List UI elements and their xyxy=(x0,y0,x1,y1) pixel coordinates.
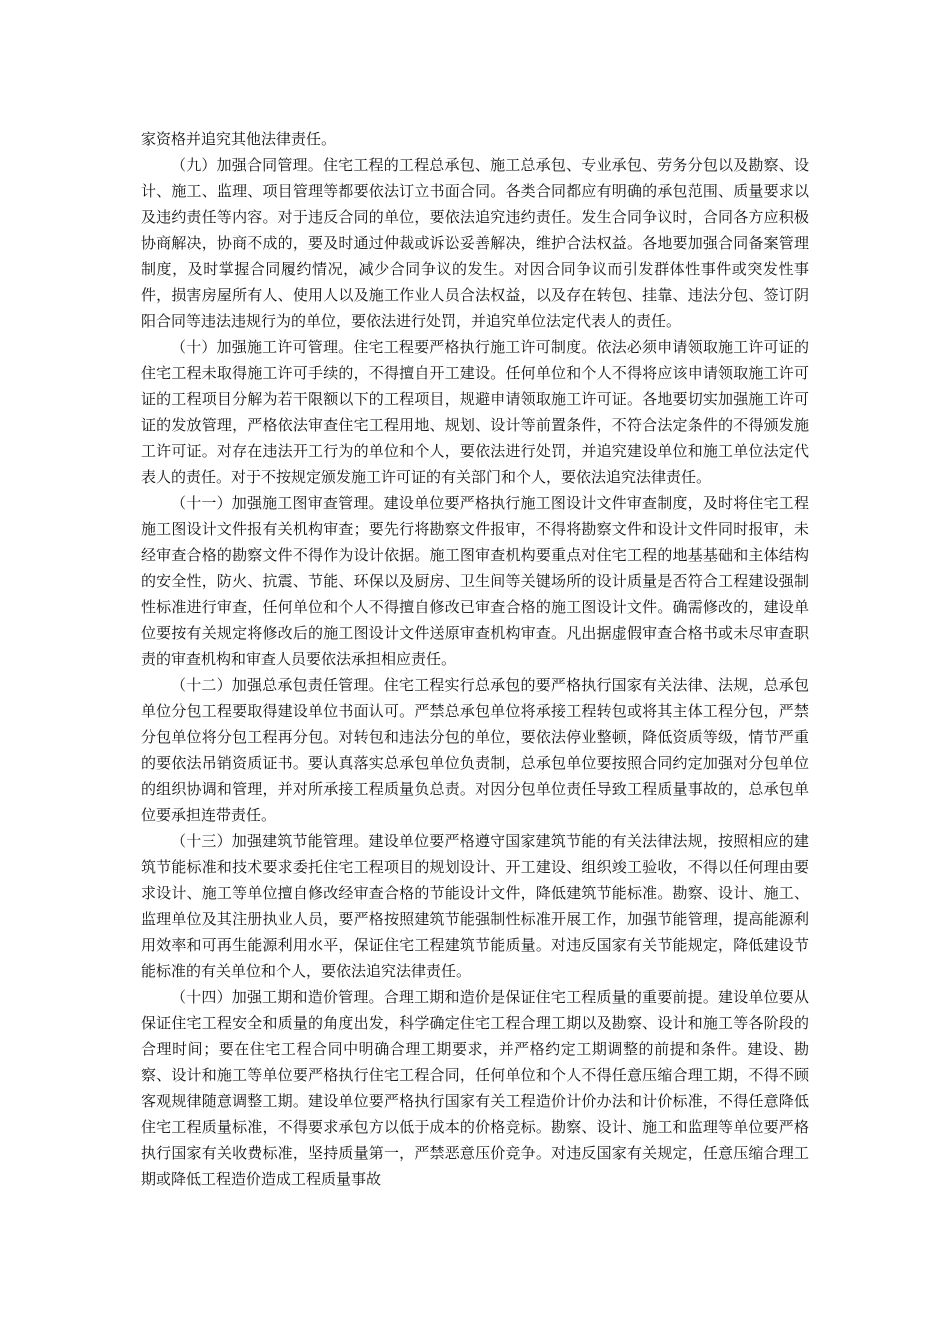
paragraph-drawing-review: （十一）加强施工图审查管理。建设单位要严格执行施工图设计文件审查制度，及时将住宅工程施工图设计文件报有关机构审查；要先行将勘察文件报审，不得将勘察文件和设计文件同时报审，未经审查合格的勘察文件不得作为设计依据。施工图审查机构要重点对住宅工程的地基基础和主体结构的安全性，防火、抗震、节能、环保以及厨房、卫生间等关键场所的设计质量是否符合工程建设强制性标准进行审查，任何单位和个人不得擅自修改已审查合格的施工图设计文件。确需修改的，建设单位要按有关规定将修改后的施工图设计文件送原审查机构审查。凡出据虚假审查合格书或未尽审查职责的审查机构和审查人员要依法承担相应责任。 xyxy=(141,494,809,668)
document-body xyxy=(141,126,809,1192)
paragraph-building-energy: （十三）加强建筑节能管理。建设单位要严格遵守国家建筑节能的有关法律法规，按照相应的建筑节能标准和技术要求委托住宅工程项目的规划设计、开工建设、组织竣工验收，不得以任何理由要求设计、施工等单位擅自修改经审查合格的节能设计文件，降低建筑节能标准。勘察、设计、施工、监理单位及其注册执业人员，要严格按照建筑节能强制性标准开展工作，加强节能管理，提高能源利用效率和可再生能源利用水平，保证住宅工程建筑节能质量。对违反国家有关节能规定，降低建设节能标准的有关单位和个人，要依法追究法律责任。 xyxy=(141,832,809,980)
paragraph-continuation: 家资格并追究其他法律责任。 xyxy=(141,130,337,148)
paragraph-schedule-cost: （十四）加强工期和造价管理。合理工期和造价是保证住宅工程质量的重要前提。建设单位要从保证住宅工程安全和质量的角度出发，科学确定住宅工程合理工期以及勘察、设计和施工等各阶段的合理时间；要在住宅工程合同中明确合理工期要求，并严格约定工期调整的前提和条件。建设、勘察、设计和施工等单位要严格执行住宅工程合同，任何单位和个人不得任意压缩合理工期，不得不顾客观规律随意调整工期。建设单位要严格执行国家有关工程造价计价办法和计价标准，不得任意降低住宅工程质量标准，不得要求承包方以低于成本的价格竞标。勘察、设计、施工和监理等单位要严格执行国家有关收费标准，坚持质量第一，严禁恶意压价竞争。对违反国家有关规定，任意压缩合理工期或降低工程造价造成工程质量事故 xyxy=(141,988,809,1188)
paragraph-contract-management: （九）加强合同管理。住宅工程的工程总承包、施工总承包、专业承包、劳务分包以及勘察、设计、施工、监理、项目管理等都要依法订立书面合同。各类合同都应有明确的承包范围、质量要求以及违约责任等内容。对于违反合同的单位，要依法追究违约责任。发生合同争议时，合同各方应积极协商解决，协商不成的，要及时通过仲裁或诉讼妥善解决，维护合法权益。各地要加强合同备案管理制度，及时掌握合同履约情况，减少合同争议的发生。对因合同争议而引发群体性事件或突发性事件，损害房屋所有人、使用人以及施工作业人员合法权益，以及存在转包、挂靠、违法分包、签订阴阳合同等违法违规行为的单位，要依法进行处罚，并追究单位法定代表人的责任。 xyxy=(141,156,809,330)
paragraph-general-contracting: （十二）加强总承包责任管理。住宅工程实行总承包的要严格执行国家有关法律、法规，总承包单位分包工程要取得建设单位书面认可。严禁总承包单位将承接工程转包或将其主体工程分包，严禁分包单位将分包工程再分包。对转包和违法分包的单位，要依法停业整顿，降低资质等级，情节严重的要依法吊销资质证书。要认真落实总承包单位负责制，总承包单位要按照合同约定加强对分包单位的组织协调和管理，并对所承接工程质量负总责。对因分包单位责任导致工程质量事故的，总承包单位要承担连带责任。 xyxy=(141,676,809,824)
paragraph-construction-permit: （十）加强施工许可管理。住宅工程要严格执行施工许可制度。依法必须申请领取施工许可证的住宅工程未取得施工许可手续的，不得擅自开工建设。任何单位和个人不得将应该申请领取施工许可证的工程项目分解为若干限额以下的工程项目，规避申请领取施工许可证。各地要切实加强施工许可证的发放管理，严格依法审查住宅工程用地、规划、设计等前置条件，不符合法定条件的不得颁发施工许可证。对存在违法开工行为的单位和个人，要依法进行处罚，并追究建设单位和施工单位法定代表人的责任。对于不按规定颁发施工许可证的有关部门和个人，要依法追究法律责任。 xyxy=(141,338,809,486)
